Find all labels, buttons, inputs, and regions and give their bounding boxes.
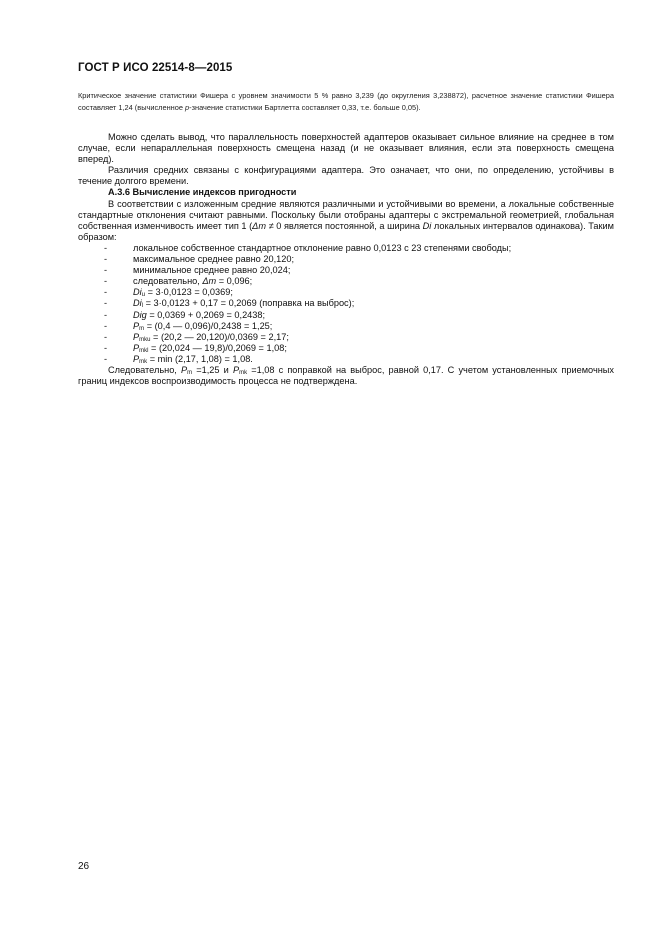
conclusion-text-a: Следовательно, (108, 364, 181, 375)
subscript: l (141, 303, 144, 310)
list-item (78, 310, 614, 321)
list-item (78, 354, 614, 365)
list-item (78, 243, 614, 254)
list-item (78, 332, 614, 343)
p3-text-c: локальных интервалов одинакова). Таким образом: (78, 220, 615, 242)
page-number: 26 (78, 861, 90, 872)
list-item (78, 298, 614, 309)
list-item-text: = (0,4 — 0,096)/0,2438 = 1,25; (144, 320, 273, 331)
p3-di: Di (422, 220, 432, 231)
note-text-2: -значение статистики Бартлетта составляет 0,33, т.е. больше 0,05). (189, 103, 421, 113)
p3-text-b: ≠ 0 является постоянной, а ширина (266, 220, 423, 231)
list-item (78, 343, 614, 354)
list-item-text: = (20,024 — 19,8)/0,2069 = 1,08; (148, 342, 287, 353)
subscript: u (141, 292, 146, 299)
list-item (78, 254, 614, 265)
p-symbol: P (232, 364, 240, 375)
paragraph-conclusion: Можно сделать вывод, что параллельность поверхностей адаптеров оказывает сильное влияние на среднее в том случае, если непараллельная поверхность смещена назад (и не оказывает влияния, если эта поверхность смещена вперед). (78, 132, 614, 165)
paragraph-final-conclusion (78, 365, 614, 387)
p-symbol: P (181, 364, 188, 375)
list-item-text: = min (2,17, 1,08) = 1,08. (147, 353, 253, 364)
list-item-text: минимальное среднее равно 20,024; (133, 265, 291, 276)
note-text-1: Критическое значение статистики Фишера с уровнем значимости 5 % равно 3,239 (до округления 3,238872), расчетное значение статистики Фишера составляет 1,24 (вычисленное (78, 91, 614, 113)
list-dash: - (104, 331, 108, 342)
subscript: mku (139, 336, 151, 343)
list-item-text: локальное собственное стандартное отклонение равно 0,0123 с 23 степенями свободы; (133, 242, 512, 253)
list-dash: - (104, 353, 108, 364)
paragraph-differences: Различия средних связаны с конфигурациями адаптера. Это означает, что они, по определению, устойчивы в течение долгого времени. (78, 165, 614, 187)
list-item (78, 287, 614, 298)
list-item (78, 321, 614, 332)
list-item-text: = 0,0369 + 0,2069 = 0,2438; (146, 309, 266, 320)
subscript: m (139, 325, 145, 332)
list-item-text: = (20,2 — 20,120)/0,0369 = 2,17; (150, 331, 289, 342)
list-dash: - (104, 309, 108, 320)
document-header: ГОСТ Р ИСО 22514-8—2015 (78, 62, 233, 74)
list-dash: - (104, 242, 108, 253)
di-symbol: Di (133, 298, 142, 309)
list-dash: - (104, 298, 108, 309)
subscript: m (187, 369, 193, 376)
p-symbol: P (133, 331, 140, 342)
p-symbol: P (133, 320, 140, 331)
p-symbol: P (133, 353, 140, 364)
note-p-italic: p (185, 103, 190, 113)
document-body (78, 132, 614, 387)
subscript: mk (139, 358, 148, 365)
results-list (78, 243, 614, 365)
section-title: А.3.6 Вычисление индексов пригодности (108, 187, 297, 198)
p-symbol: P (133, 342, 140, 353)
list-dash: - (104, 342, 108, 353)
subscript: mk (239, 369, 248, 376)
list-item-text: максимальное среднее равно 20,120; (133, 254, 295, 265)
conclusion-text-b: =1,25 и (192, 364, 233, 375)
list-dash: - (104, 265, 108, 276)
list-item (78, 265, 614, 276)
list-dash: - (104, 254, 108, 265)
p3-delta-m: Δm (252, 220, 266, 231)
delta-m-symbol: Δm (202, 276, 217, 287)
list-item-text: следовательно, (133, 276, 203, 287)
list-dash: - (104, 287, 108, 298)
list-item (78, 276, 614, 287)
list-item-text: = 3·0,0123 = 0,0369; (145, 287, 233, 298)
list-dash: - (104, 276, 108, 287)
list-item-text: = 0,096; (216, 276, 253, 287)
list-dash: - (104, 320, 108, 331)
p3-text-a: В соответствии с изложенным средние являются различными и устойчивыми во времени, а локальные собственные стандартные отклонения считают равными. Поскольку были отобраны адаптеры с экстремальной геометрией, глобальная собственная изменчивость имеет тип 1 ( (78, 198, 614, 231)
di-symbol: Di (133, 287, 142, 298)
paragraph-accordance (78, 199, 614, 243)
conclusion-text-c: =1,08 с поправкой на выброс, равной 0,17. С учетом установленных приемочных границ индексов воспроизводимость процесса не подтверждена. (78, 364, 615, 387)
small-print-note (78, 90, 614, 114)
dig-symbol: Dig (133, 309, 147, 320)
list-item-text: = 3·0,0123 + 0,17 = 0,2069 (поправка на выброс); (143, 298, 355, 309)
subscript: mkl (139, 347, 149, 354)
